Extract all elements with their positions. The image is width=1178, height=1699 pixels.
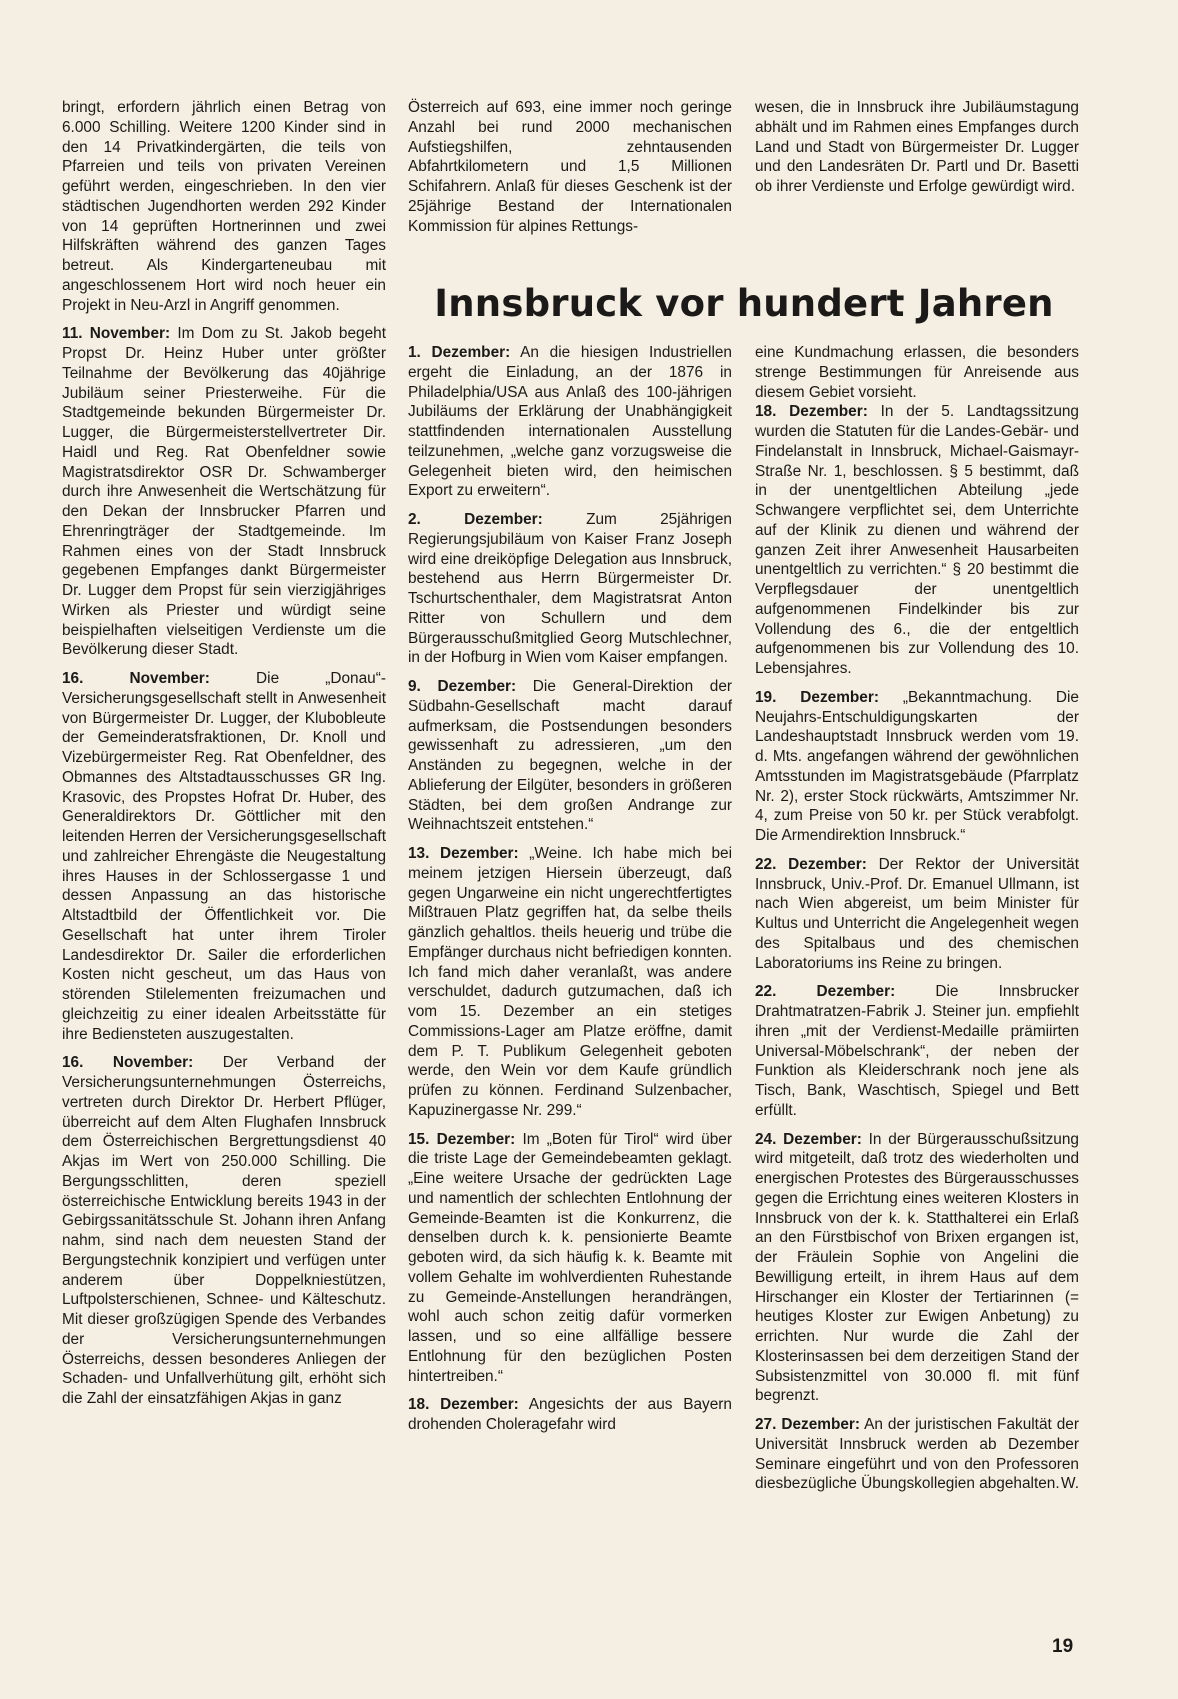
entry-date: 15. Dezember: — [408, 1130, 516, 1148]
paragraph: Österreich auf 693, eine immer noch geringe Anzahl bei rund 2000 mechanischen Aufstiegshilfen, zehntausenden Abfahrtkilometern und 1,5 Millionen Schifahrern. Anlaß für dieses Geschenk ist der 25jährige Bestand der Internationalen Kommission für alpines Rettungs- — [408, 99, 732, 235]
paragraph: bringt, erfordern jährlich einen Betrag von 6.000 Schilling. Weitere 1200 Kinder sind in den 14 Privatkindergärten, die teils von Pfarreien und teils von privaten Vereinen geführt werden, eingeschrieben. In den vier städtischen Jugendhorten werden 292 Kinder von 14 geprüften Hortnerinnen und zwei Hilfskräften während des ganzen Tages betreut. Als Kindergarteneubau mit angeschlossenem Hort wird noch heuer ein Projekt in Neu-Arzl in Angriff genommen. — [62, 99, 386, 314]
entry-date: 18. Dezember: — [408, 1396, 519, 1414]
entry-date: 1. Dezember: — [408, 344, 511, 361]
entry-date: 16. November: — [62, 1054, 194, 1072]
section-title: Innsbruck vor hundert Jahren — [434, 282, 1054, 325]
entry-text: An die hiesigen Industriellen ergeht die Einladung, an der 1876 in Philadelphia/USA aus Anlaß des 100-jährigen Jubiläums der Erklärung der Unabhängigkeit stattfindenden internationalen Ausstellung teilzunehmen, „welche ganz vorzugsweise die Gelegenheit bieten wird, den heimischen Export zu erweitern“. — [408, 344, 732, 500]
entry-date: 11. November: — [62, 325, 171, 343]
column-left — [62, 98, 386, 1418]
entry-text: In der Bürgerausschußsitzung wird mitgeteilt, daß trotz des wiederholten und energischen Protestes des Bürgerausschusses gegen die Errichtung eines weiteren Klosters in Innsbruck von der k. k. Statthalterei ein Erlaß an den Fürstbischof von Brixen ergangen ist, der Fräulein Sophie von Angelini die Bewilligung erteilt, in ihrem Haus auf dem Hirschanger ein Kloster der Tertiarinnen (= heutiges Kloster zur Ewigen Anbetung) zu errichten. Nur wurde die Zahl der Klosterinsassen bei dem derzeitigen Stand der Subsistenzmittel von 30.000 fl. mit fünf begrenzt. — [755, 1130, 1079, 1405]
chronicle-entry — [408, 844, 732, 1121]
column-right — [755, 343, 1079, 1503]
entry-text: Die General-Direktion der Südbahn-Gesellschaft macht darauf aufmerksam, die Postsendungen besonders gewissenhaft zu adressieren, „um den Anständen zu begegnen, welche in der Ablieferung der Eilgüter, besonders in größeren Städten, bei dem großen Andrange zur Weihnachtszeit entstehen.“ — [408, 678, 732, 834]
column-right-top — [755, 98, 1079, 206]
author-signature: W. — [1061, 1475, 1079, 1493]
chronicle-entry — [408, 677, 732, 835]
entry-text: „Bekanntmachung. Die Neujahrs-Entschuldigungskarten der Landeshauptstadt Innsbruck werden vom 19. d. Mts. angefangen während der gewöhnlichen Amtsstunden im Magistratsgebäude (Pfarrplatz Nr. 2), erster Stock rückwärts, Amtszimmer Nr. 4, zum Preise von 50 kr. per Stück verabfolgt. Die Armendirektion Innsbruck.“ — [755, 688, 1079, 844]
chronicle-entry — [62, 669, 386, 1044]
entry-text: „Weine. Ich habe mich bei meinem jetzigen Hiersein überzeugt, daß gegen Ungarweine ein nicht ungerechtfertigtes Mißtrauen Platz gegriffen hat, da selbe theils gänzlich gehaltlos. theils heuerig und trübe die Empfänger durchaus nicht befriedigen konnten. Ich fand mich daher veranlaßt, was andere verschuldet, dadurch gutzumachen, daß ich vom 15. Dezember an ein stetiges Commissions-Lager am Platze eröffne, damit dem P. T. Publikum Gelegenheit geboten werde, den Wein vor dem Kaufe gründlich prüfen zu können. Ferdinand Sulzenbacher, Kapuzinergasse Nr. 299.“ — [408, 845, 732, 1119]
entry-date: 16. November: — [62, 670, 210, 687]
chronicle-entry — [755, 1415, 1079, 1494]
entry-date: 22. Dezember: — [755, 855, 867, 873]
page-number: 19 — [1052, 1636, 1074, 1657]
entry-date: 24. Dezember: — [755, 1130, 862, 1148]
chronicle-entry — [755, 402, 1079, 679]
entry-text: Im Dom zu St. Jakob begeht Propst Dr. Heinz Huber unter größter Teilnahme der Bevölkerung das 40jährige Jubiläum seiner Priesterweihe. Für die Stadtgemeinde bekunden Bürgermeister Dr. Lugger, die Bürgermeisterstellvertreter Dir. Haidl und Reg. Rat Obenfeldner sowie Magistratsdirektor OSR Dr. Schwamberger durch ihre Anwesenheit die Wertschätzung für den Dekan der Innsbrucker Pfarren und Ehrenringträger der Stadtgemeinde. Im Rahmen eines von der Stadt Innsbruck gegebenen Empfanges dankt Bürgermeister Dr. Lugger dem Propst für sein vierzigjähriges Wirken als Priester und würdigt seine beispielhaften vielseitigen Verdienste um die Bevölkerung dieser Stadt. — [62, 325, 387, 659]
entry-date: 9. Dezember: — [408, 678, 517, 695]
chronicle-entry — [408, 1395, 732, 1435]
chronicle-entry — [408, 510, 732, 668]
column-middle — [408, 343, 732, 1444]
chronicle-entry — [62, 1053, 386, 1409]
chronicle-entry — [62, 324, 386, 660]
chronicle-entry — [755, 1130, 1079, 1407]
entry-text: Angesichts der aus Bayern drohenden Choleragefahr wird — [408, 1396, 732, 1433]
paragraph: eine Kundmachung erlassen, die besonders strenge Bestimmungen für Anreisende aus diesem Gebiet vorsieht. — [755, 344, 1079, 401]
entry-date: 19. Dezember: — [755, 688, 879, 706]
entry-text: An der juristischen Fakultät der Universität Innsbruck werden ab Dezember Seminare eingeführt und von den Professoren diesbezügliche Übungskollegien abgehalten. — [755, 1416, 1079, 1493]
column-middle-top — [408, 98, 732, 245]
chronicle-entry — [755, 688, 1079, 846]
paragraph: wesen, die in Innsbruck ihre Jubiläumstagung abhält und im Rahmen eines Empfanges durch Land und Stadt von Bürgermeister Dr. Lugger und den Landesräten Dr. Partl und Dr. Basetti ob ihrer Verdienste und Erfolge gewürdigt wird. — [755, 99, 1079, 195]
entry-text: Die „Donau“-Versicherungsgesellschaft stellt in Anwesenheit von Bürgermeister Dr. Lugger, der Klubobleute der Gemeinderatsfraktionen, Dr. Knoll und Vizebürgermeister Reg. Rat Obenfeldner, des Obmannes des Altstadtausschusses GR Ing. Krasovic, des Propstes Hofrat Dr. Huber, des Generaldirektors Dr. Göttlicher mit den leitenden Herren der Versicherungsgesellschaft und zahlreicher Ehrengäste die Neugestaltung ihres Hauses in der Schlossergasse 1 und dessen Anpassung an das historische Altstadtbild der Öffentlichkeit vor. Die Gesellschaft hat unter ihrem Tiroler Landesdirektor Dr. Sailer die erforderlichen Kosten nicht gescheut, um das Haus von störenden Stilelementen freizumachen und gleichzeitig zu einer idealen Arbeitsstätte für ihre Bediensteten auszugestalten. — [62, 670, 386, 1043]
entry-date: 13. Dezember: — [408, 845, 519, 862]
entry-text: In der 5. Landtagssitzung wurden die Statuten für die Landes-Gebär- und Findelanstalt in Innsbruck, Michael-Gaismayr-Straße Nr. 1, beschlossen. § 5 bestimmt, daß in der unentgeltlichen Abteilung „jede Schwangere verpflichtet sei, dem Unterrichte auf der Klinik zu dienen und während der ganzen Zeit ihrer Anwesenheit Hausarbeiten unentgeltlich zu verrichten.“ § 20 bestimmt die Verpflegsdauer der unentgeltlich aufgenommenen Findelkinder bis zur Vollendung des 6., die der entgeltlich aufgenommenen bis zur Vollendung des 10. Lebensjahres. — [755, 403, 1079, 677]
entry-text: Zum 25jährigen Regierungsjubiläum von Kaiser Franz Joseph wird eine dreiköpfige Delegation aus Innsbruck, bestehend aus Herrn Bürgermeister Dr. Tschurtschenthaler, dem Magistratsrat Anton Ritter von Schullern und dem Bürgerausschußmitglied Georg Mutschlechner, in der Hofburg in Wien vom Kaiser empfangen. — [408, 511, 732, 667]
entry-date: 27. Dezember: — [755, 1416, 861, 1433]
entry-text: Die Innsbrucker Drahtmatratzen-Fabrik J. Steiner jun. empfiehlt ihren „mit der Verdienst-Medaille prämiirten Universal-Möbelschrank“, der neben der Funktion als Kleiderschrank noch jene als Tisch, Bank, Waschtisch, Spiegel und Bett erfüllt. — [755, 983, 1079, 1119]
entry-text: Der Rektor der Universität Innsbruck, Univ.-Prof. Dr. Emanuel Ullmann, ist nach Wien abgereist, um beim Minister für Kultus und Unterricht die Angelegenheit wegen des Spitalbaus und des chemischen Laboratoriums ins Reine zu bringen. — [755, 855, 1079, 972]
chronicle-entry — [755, 982, 1079, 1120]
chronicle-entry — [755, 855, 1079, 974]
entry-text: Der Verband der Versicherungsunternehmungen Österreichs, vertreten durch Direktor Dr. Herbert Pflüger, überreicht auf dem Alten Flughafen Innsbruck dem Österreichischen Bergrettungsdienst 40 Akjas im Wert von 250.000 Schilling. Die Bergungsschlitten, deren speziell österreichische Entwicklung bereits 1943 in der Gebirgssanitätsschule St. Johann ihren Anfang nahm, sind nach dem neuesten Stand der Bergungstechnik konzipiert und verfügen unter anderem über Doppelkniestützen, Luftpolsterschienen, Schnee- und Kälteschutz. Mit dieser großzügigen Spende des Verbandes der Versicherungsunternehmungen Österreichs, dessen besonderes Anliegen der Schaden- und Unfallverhütung gilt, erhöht sich die Zahl der einsatzfähigen Akjas in ganz — [62, 1054, 386, 1407]
entry-date: 18. Dezember: — [755, 403, 868, 421]
chronicle-entry — [408, 343, 732, 501]
entry-date: 2. Dezember: — [408, 511, 543, 528]
entry-date: 22. Dezember: — [755, 983, 896, 1001]
entry-text: Im „Boten für Tirol“ wird über die triste Lage der Gemeindebeamten geklagt. „Eine weitere Ursache der gedrückten Lage und namentlich der schlechten Entlohnung der Gemeinde-Beamten ist die Konkurrenz, die denselben durch k. k. pensionierte Beamte geboten wird, da sich häufig k. k. Beamte mit vollem Gehalte im wohlverdienten Ruhestande zu Gemeinde-Anstellungen herandrängen, wohl auch schon zeitig dafür vormerken lassen, und so eine allfällige bessere Entlohnung für den bezüglichen Posten hintertreiben.“ — [408, 1130, 732, 1385]
chronicle-entry — [408, 1130, 732, 1387]
